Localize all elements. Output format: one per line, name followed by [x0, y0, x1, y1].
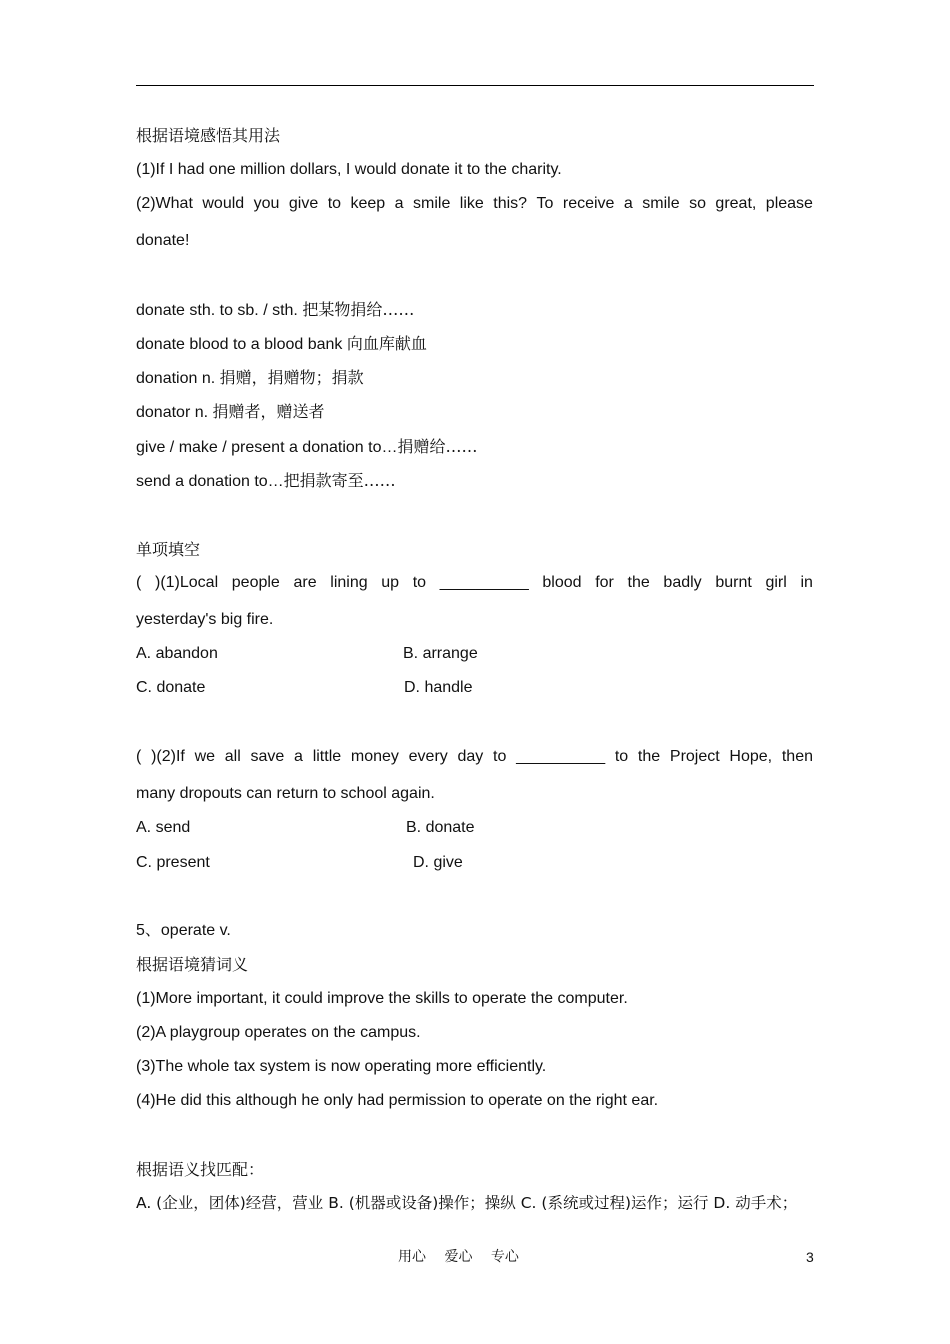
phrase-item: donate sth. to sb. / sth. 把某物捐给…… — [136, 300, 415, 319]
question-1-cont: yesterday's big fire. — [136, 611, 274, 628]
operate-example-3: (3)The whole tax system is now operating more efficiently. — [136, 1058, 547, 1075]
q1-option-b: B. arrange — [403, 645, 478, 662]
section-title-operate: 5、operate v. — [136, 922, 231, 939]
section-heading-usage: 根据语境感悟其用法 — [136, 126, 281, 145]
q2-option-d: D. give — [413, 854, 463, 871]
operate-example-4: (4)He did this although he only had permission to operate on the right ear. — [136, 1092, 659, 1109]
q1-option-d: D. handle — [404, 679, 473, 696]
phrase-item: donate blood to a blood bank 向血库献血 — [136, 334, 427, 353]
footer-motto: 用心 爱心 专心 — [398, 1249, 519, 1265]
match-options-line: A. (企业，团体)经营，营业 B. (机器或设备)操作；操纵 C. (系统或过程)运作；运行 D. 动手术； — [136, 1194, 798, 1212]
match-heading: 根据语义找匹配： — [136, 1160, 265, 1179]
guess-heading: 根据语境猜词义 — [136, 955, 249, 974]
phrase-item: send a donation to…把捐款寄至…… — [136, 471, 396, 490]
question-2: ( )(2)If we all save a little money every day to __________ to the Project Hope, then — [136, 748, 813, 765]
q2-option-b: B. donate — [406, 819, 475, 836]
q2-option-c: C. present — [136, 854, 210, 871]
quiz-heading: 单项填空 — [136, 540, 201, 559]
q1-option-a: A. abandon — [136, 645, 218, 662]
example-sentence-2-cont: donate! — [136, 232, 190, 249]
phrase-item: donation n. 捐赠，捐赠物；捐款 — [136, 368, 364, 387]
phrase-item: give / make / present a donation to…捐赠给…… — [136, 437, 478, 456]
operate-example-1: (1)More important, it could improve the skills to operate the computer. — [136, 990, 628, 1007]
example-sentence-1: (1)If I had one million dollars, I would donate it to the charity. — [136, 161, 562, 178]
q2-option-a: A. send — [136, 819, 191, 836]
header-rule — [136, 85, 814, 86]
page-number: 3 — [806, 1249, 814, 1265]
operate-example-2: (2)A playgroup operates on the campus. — [136, 1024, 421, 1041]
example-sentence-2: (2)What would you give to keep a smile like this? To receive a smile so great, please — [136, 195, 813, 212]
phrase-item: donator n. 捐赠者，赠送者 — [136, 402, 325, 421]
q1-option-c: C. donate — [136, 679, 206, 696]
question-2-cont: many dropouts can return to school again. — [136, 785, 435, 802]
question-1: ( )(1)Local people are lining up to __________ blood for the badly burnt girl in — [136, 574, 813, 591]
